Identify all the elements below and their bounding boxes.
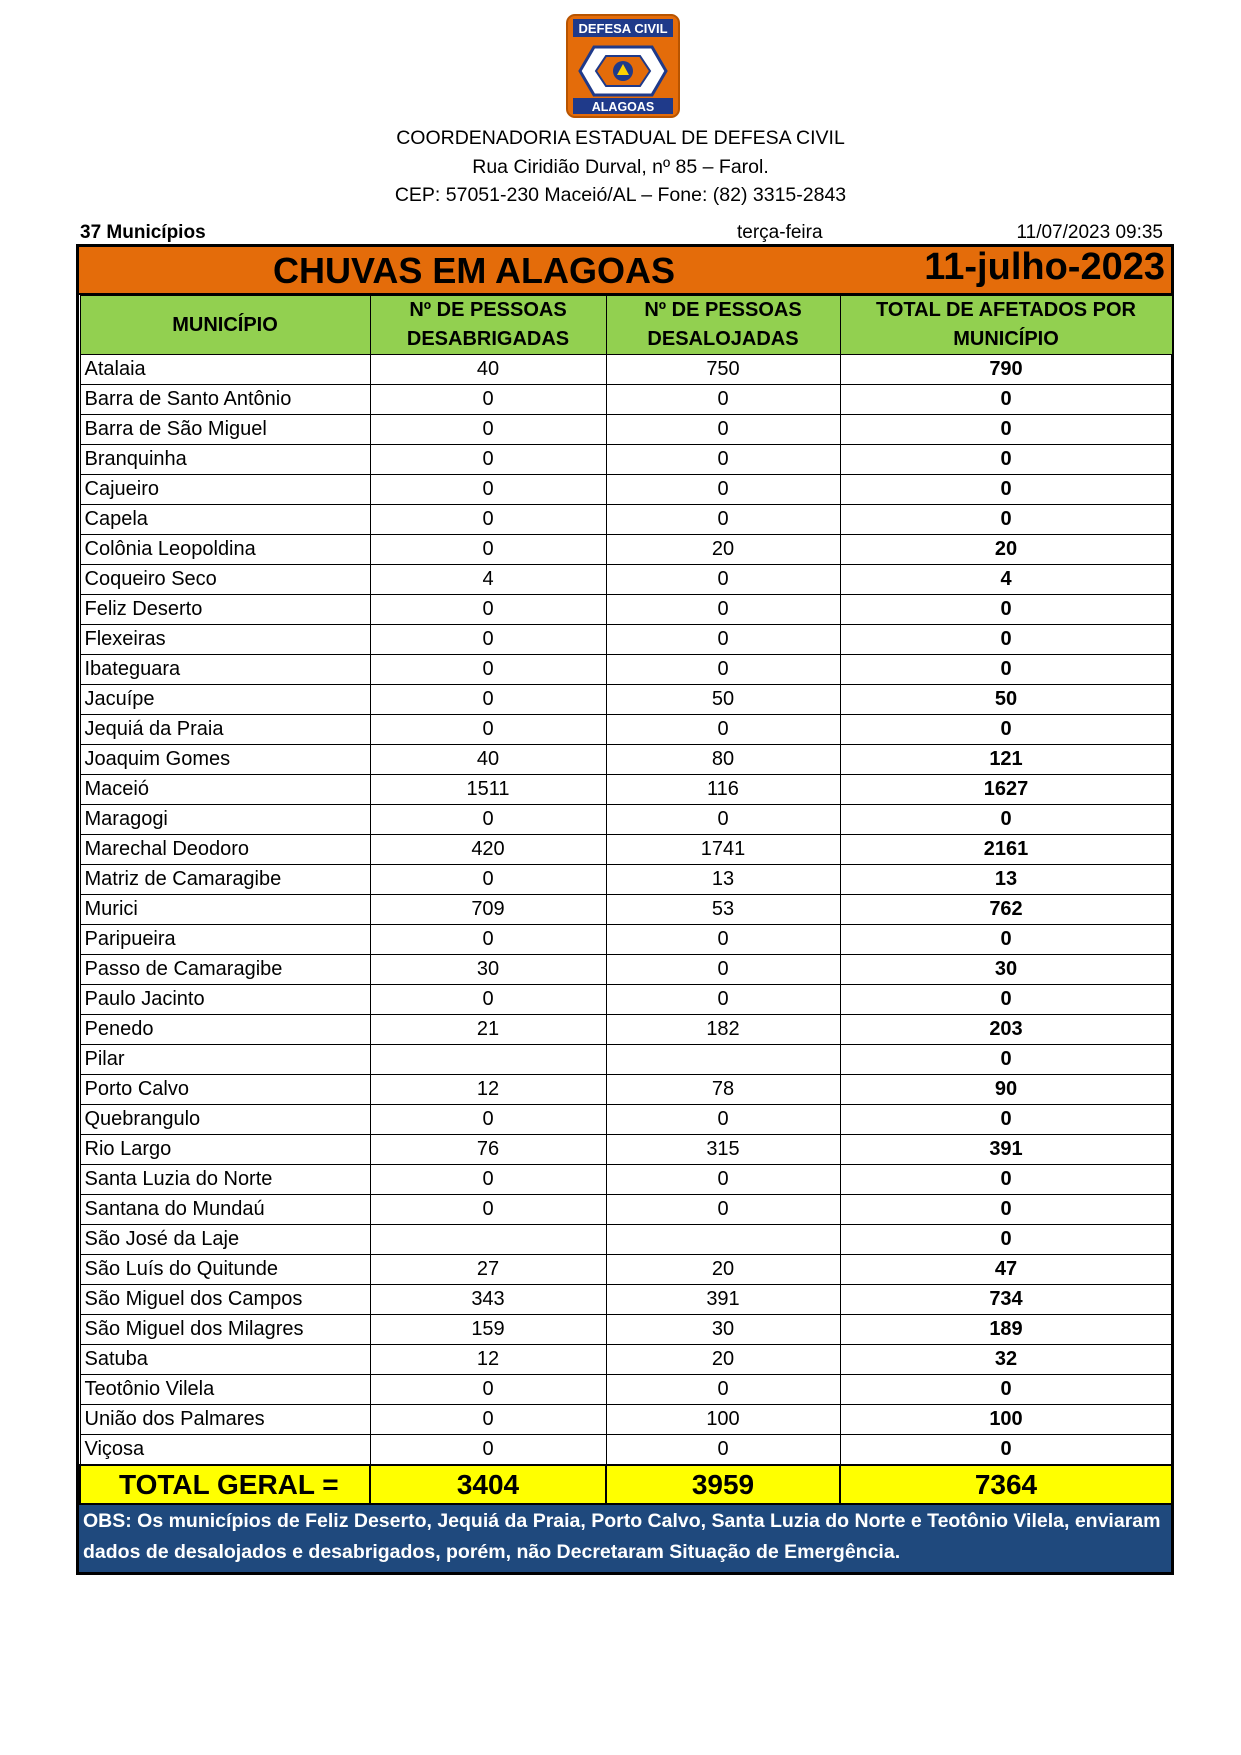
report-title: CHUVAS EM ALAGOAS <box>272 250 675 291</box>
desabrigadas-cell: 4 <box>370 565 606 595</box>
table-row <box>80 1255 1172 1285</box>
desalojadas-cell: 0 <box>606 1195 840 1225</box>
desabrigadas-cell: 0 <box>370 655 606 685</box>
table-row <box>80 1315 1172 1345</box>
col-header-desalojadas: Nº DE PESSOAS DESALOJADAS <box>606 296 840 355</box>
municipio-cell: Passo de Camaragibe <box>80 955 370 985</box>
total-cell: 0 <box>840 415 1172 445</box>
municipio-cell: São Miguel dos Milagres <box>80 1315 370 1345</box>
desalojadas-cell: 750 <box>606 355 840 385</box>
total-cell: 0 <box>840 1435 1172 1466</box>
desabrigadas-cell: 0 <box>370 685 606 715</box>
desalojadas-cell: 0 <box>606 1435 840 1466</box>
municipio-cell: Murici <box>80 895 370 925</box>
total-cell: 2161 <box>840 835 1172 865</box>
col-header-total: TOTAL DE AFETADOS POR MUNICÍPIO <box>840 296 1172 355</box>
table-row <box>80 805 1172 835</box>
title-banner <box>79 247 1171 295</box>
table-row <box>80 685 1172 715</box>
table-row <box>80 475 1172 505</box>
desalojadas-cell: 0 <box>606 985 840 1015</box>
desabrigadas-cell: 0 <box>370 625 606 655</box>
total-cell: 0 <box>840 1165 1172 1195</box>
desalojadas-cell: 30 <box>606 1315 840 1345</box>
desabrigadas-cell: 0 <box>370 595 606 625</box>
report-date: 11-julho-2023 <box>924 246 1165 288</box>
municipio-cell: Teotônio Vilela <box>80 1375 370 1405</box>
table-row <box>80 1405 1172 1435</box>
desabrigadas-cell: 0 <box>370 715 606 745</box>
table-row <box>80 835 1172 865</box>
table-row <box>80 385 1172 415</box>
desalojadas-cell: 20 <box>606 1255 840 1285</box>
desalojadas-cell: 13 <box>606 865 840 895</box>
table-row <box>80 985 1172 1015</box>
desalojadas-cell <box>606 1225 840 1255</box>
total-cell: 0 <box>840 1045 1172 1075</box>
municipio-cell: São Luís do Quitunde <box>80 1255 370 1285</box>
total-cell: 0 <box>840 625 1172 655</box>
table-row <box>80 775 1172 805</box>
municipio-cell: Jequiá da Praia <box>80 715 370 745</box>
svg-text:ALAGOAS: ALAGOAS <box>591 100 655 114</box>
total-cell: 30 <box>840 955 1172 985</box>
municipio-cell: Joaquim Gomes <box>80 745 370 775</box>
total-cell: 762 <box>840 895 1172 925</box>
desalojadas-cell: 0 <box>606 445 840 475</box>
total-cell: 4 <box>840 565 1172 595</box>
total-label: TOTAL GERAL = <box>80 1465 370 1504</box>
municipio-cell: Viçosa <box>80 1435 370 1466</box>
table-row <box>80 595 1172 625</box>
affected-table <box>79 295 1173 1505</box>
table-row <box>80 865 1172 895</box>
table-row <box>80 1045 1172 1075</box>
table-row <box>80 625 1172 655</box>
total-row <box>80 1465 1172 1504</box>
table-row <box>80 415 1172 445</box>
desabrigadas-cell: 0 <box>370 1195 606 1225</box>
municipio-cell: Paripueira <box>80 925 370 955</box>
desabrigadas-cell: 0 <box>370 1435 606 1466</box>
municipio-cell: Atalaia <box>80 355 370 385</box>
municipio-cell: Coqueiro Seco <box>80 565 370 595</box>
municipio-cell: Santana do Mundaú <box>80 1195 370 1225</box>
table-header-row <box>80 296 1172 355</box>
total-cell: 0 <box>840 445 1172 475</box>
total-cell: 90 <box>840 1075 1172 1105</box>
municipio-cell: Santa Luzia do Norte <box>80 1165 370 1195</box>
total-cell: 0 <box>840 595 1172 625</box>
header-line-address: Rua Ciridião Durval, nº 85 – Farol. <box>472 155 769 178</box>
desalojadas-cell: 116 <box>606 775 840 805</box>
desabrigadas-cell <box>370 1045 606 1075</box>
municipio-cell: Flexeiras <box>80 625 370 655</box>
col-header-desabrigadas: Nº DE PESSOAS DESABRIGADAS <box>370 296 606 355</box>
total-cell: 0 <box>840 655 1172 685</box>
table-row <box>80 1225 1172 1255</box>
total-cell: 790 <box>840 355 1172 385</box>
desabrigadas-cell: 40 <box>370 355 606 385</box>
organization-header <box>0 124 1241 210</box>
municipio-cell: Quebrangulo <box>80 1105 370 1135</box>
table-row <box>80 895 1172 925</box>
desabrigadas-cell: 76 <box>370 1135 606 1165</box>
desabrigadas-cell: 12 <box>370 1075 606 1105</box>
desalojadas-cell: 53 <box>606 895 840 925</box>
municipio-cell: Penedo <box>80 1015 370 1045</box>
municipio-cell: São Miguel dos Campos <box>80 1285 370 1315</box>
report-sheet <box>76 244 1174 1575</box>
desalojadas-cell: 0 <box>606 595 840 625</box>
desalojadas-cell: 80 <box>606 745 840 775</box>
desabrigadas-cell: 343 <box>370 1285 606 1315</box>
municipio-cell: Pilar <box>80 1045 370 1075</box>
desabrigadas-cell: 0 <box>370 805 606 835</box>
desabrigadas-cell: 40 <box>370 745 606 775</box>
desabrigadas-cell: 0 <box>370 415 606 445</box>
table-row <box>80 715 1172 745</box>
desabrigadas-cell: 1511 <box>370 775 606 805</box>
municipio-cell: Satuba <box>80 1345 370 1375</box>
total-cell: 189 <box>840 1315 1172 1345</box>
desalojadas-cell: 0 <box>606 385 840 415</box>
municipio-cell: Maceió <box>80 775 370 805</box>
table-row <box>80 1135 1172 1165</box>
total-cell: 734 <box>840 1285 1172 1315</box>
desalojadas-cell: 0 <box>606 715 840 745</box>
table-row <box>80 655 1172 685</box>
total-cell: 203 <box>840 1015 1172 1045</box>
defesa-civil-logo <box>566 14 680 118</box>
total-cell: 13 <box>840 865 1172 895</box>
table-row <box>80 1105 1172 1135</box>
desabrigadas-cell: 12 <box>370 1345 606 1375</box>
desalojadas-cell: 315 <box>606 1135 840 1165</box>
municipio-cell: Capela <box>80 505 370 535</box>
municipio-cell: Paulo Jacinto <box>80 985 370 1015</box>
total-cell: 32 <box>840 1345 1172 1375</box>
table-row <box>80 355 1172 385</box>
desalojadas-cell: 182 <box>606 1015 840 1045</box>
desalojadas-cell: 20 <box>606 535 840 565</box>
table-row <box>80 1435 1172 1466</box>
municipios-count: 37 Municípios <box>80 222 206 243</box>
desabrigadas-cell <box>370 1225 606 1255</box>
total-desalojadas: 3959 <box>606 1465 840 1504</box>
table-row <box>80 445 1172 475</box>
municipio-cell: Branquinha <box>80 445 370 475</box>
desabrigadas-cell: 0 <box>370 1405 606 1435</box>
desalojadas-cell: 0 <box>606 805 840 835</box>
desalojadas-cell: 391 <box>606 1285 840 1315</box>
table-row <box>80 745 1172 775</box>
total-afetados: 7364 <box>840 1465 1172 1504</box>
total-cell: 0 <box>840 1105 1172 1135</box>
desalojadas-cell: 0 <box>606 565 840 595</box>
desabrigadas-cell: 0 <box>370 475 606 505</box>
desabrigadas-cell: 709 <box>370 895 606 925</box>
defesa-civil-logo-icon <box>566 14 680 118</box>
desalojadas-cell: 0 <box>606 415 840 445</box>
desabrigadas-cell: 0 <box>370 985 606 1015</box>
col-header-municipio: MUNICÍPIO <box>80 296 370 355</box>
desabrigadas-cell: 0 <box>370 925 606 955</box>
municipio-cell: São José da Laje <box>80 1225 370 1255</box>
total-cell: 0 <box>840 805 1172 835</box>
total-cell: 47 <box>840 1255 1172 1285</box>
table-row <box>80 925 1172 955</box>
table-row <box>80 1195 1172 1225</box>
total-cell: 0 <box>840 715 1172 745</box>
desalojadas-cell: 0 <box>606 955 840 985</box>
desalojadas-cell: 0 <box>606 505 840 535</box>
desalojadas-cell: 0 <box>606 925 840 955</box>
desabrigadas-cell: 0 <box>370 535 606 565</box>
desalojadas-cell: 0 <box>606 1165 840 1195</box>
desalojadas-cell: 0 <box>606 655 840 685</box>
table-row <box>80 1345 1172 1375</box>
desalojadas-cell: 100 <box>606 1405 840 1435</box>
desalojadas-cell: 0 <box>606 625 840 655</box>
weekday: terça-feira <box>737 222 823 243</box>
desabrigadas-cell: 420 <box>370 835 606 865</box>
municipio-cell: Rio Largo <box>80 1135 370 1165</box>
total-cell: 100 <box>840 1405 1172 1435</box>
total-cell: 0 <box>840 1375 1172 1405</box>
desabrigadas-cell: 0 <box>370 1165 606 1195</box>
desalojadas-cell: 50 <box>606 685 840 715</box>
desabrigadas-cell: 0 <box>370 1105 606 1135</box>
table-row <box>80 505 1172 535</box>
municipio-cell: Jacuípe <box>80 685 370 715</box>
table-row <box>80 1015 1172 1045</box>
municipio-cell: Barra de Santo Antônio <box>80 385 370 415</box>
table-row <box>80 1285 1172 1315</box>
municipio-cell: Barra de São Miguel <box>80 415 370 445</box>
municipio-cell: Maragogi <box>80 805 370 835</box>
desabrigadas-cell: 0 <box>370 385 606 415</box>
desabrigadas-cell: 0 <box>370 865 606 895</box>
desalojadas-cell: 78 <box>606 1075 840 1105</box>
total-desabrigadas: 3404 <box>370 1465 606 1504</box>
desabrigadas-cell: 159 <box>370 1315 606 1345</box>
header-line-contact: CEP: 57051-230 Maceió/AL – Fone: (82) 3315-2843 <box>394 184 847 206</box>
total-cell: 0 <box>840 505 1172 535</box>
table-row <box>80 955 1172 985</box>
desabrigadas-cell: 0 <box>370 505 606 535</box>
report-datetime: 11/07/2023 09:35 <box>1016 222 1163 243</box>
total-cell: 0 <box>840 385 1172 415</box>
desalojadas-cell: 0 <box>606 1375 840 1405</box>
municipio-cell: Porto Calvo <box>80 1075 370 1105</box>
desalojadas-cell <box>606 1045 840 1075</box>
municipio-cell: Colônia Leopoldina <box>80 535 370 565</box>
total-cell: 0 <box>840 925 1172 955</box>
header-line-org: COORDENADORIA ESTADUAL DE DEFESA CIVIL <box>396 127 845 149</box>
municipio-cell: Feliz Deserto <box>80 595 370 625</box>
table-row <box>80 535 1172 565</box>
municipio-cell: Ibateguara <box>80 655 370 685</box>
municipio-cell: União dos Palmares <box>80 1405 370 1435</box>
desalojadas-cell: 0 <box>606 1105 840 1135</box>
table-row <box>80 565 1172 595</box>
municipio-cell: Matriz de Camaragibe <box>80 865 370 895</box>
municipio-cell: Marechal Deodoro <box>80 835 370 865</box>
total-cell: 20 <box>840 535 1172 565</box>
municipio-cell: Cajueiro <box>80 475 370 505</box>
desabrigadas-cell: 0 <box>370 1375 606 1405</box>
desalojadas-cell: 20 <box>606 1345 840 1375</box>
svg-text:DEFESA CIVIL: DEFESA CIVIL <box>578 21 668 36</box>
total-cell: 0 <box>840 1225 1172 1255</box>
desalojadas-cell: 1741 <box>606 835 840 865</box>
table-row <box>80 1375 1172 1405</box>
table-row <box>80 1075 1172 1105</box>
total-cell: 121 <box>840 745 1172 775</box>
total-cell: 0 <box>840 1195 1172 1225</box>
desabrigadas-cell: 30 <box>370 955 606 985</box>
desabrigadas-cell: 0 <box>370 445 606 475</box>
table-row <box>80 1165 1172 1195</box>
total-cell: 1627 <box>840 775 1172 805</box>
observation-note: OBS: Os municípios de Feliz Deserto, Jequiá da Praia, Porto Calvo, Santa Luzia do Norte e Teotônio Vilela, enviaram dados de desalojados e desabrigados, porém, não Decretaram Situação de Emergência. <box>79 1505 1171 1572</box>
desalojadas-cell: 0 <box>606 475 840 505</box>
desabrigadas-cell: 27 <box>370 1255 606 1285</box>
total-cell: 0 <box>840 475 1172 505</box>
total-cell: 391 <box>840 1135 1172 1165</box>
total-cell: 0 <box>840 985 1172 1015</box>
total-cell: 50 <box>840 685 1172 715</box>
desabrigadas-cell: 21 <box>370 1015 606 1045</box>
